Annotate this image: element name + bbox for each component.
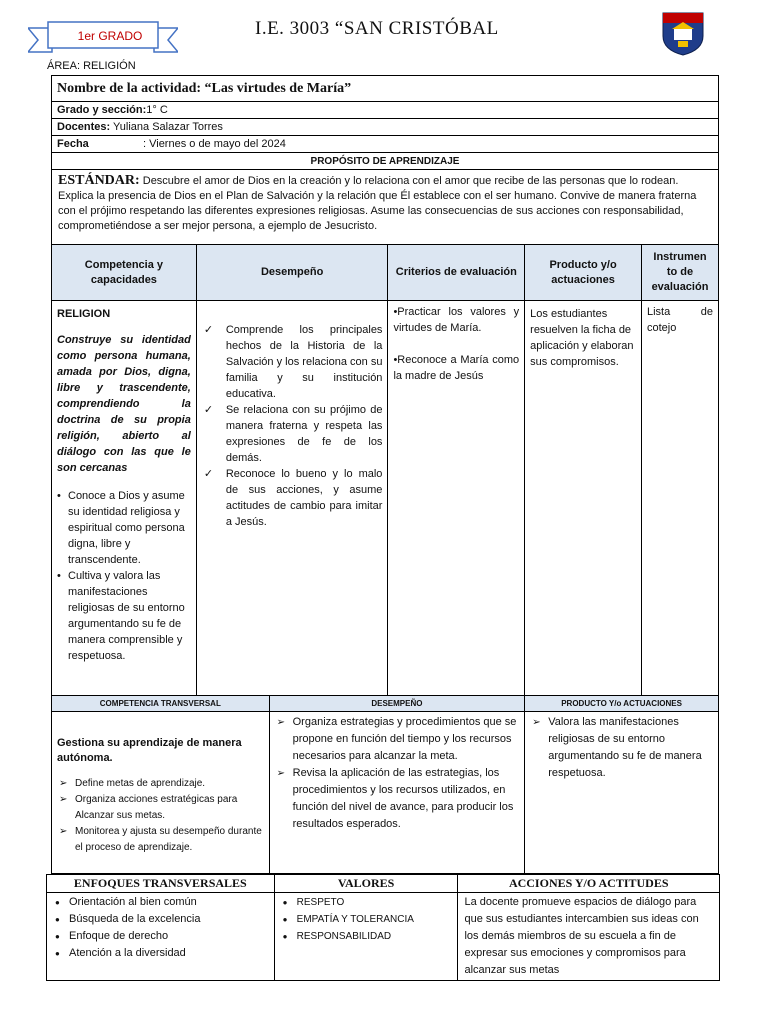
- criterio-item: •Practicar los valores y virtudes de María.: [393, 306, 520, 334]
- acciones-head: ACCIONES Y/O ACTITUDES: [458, 875, 720, 893]
- list-item: ➢ Organiza estrategias y procedimientos que se propone en función del tiempo y los recursos necesarios para alcanzar la meta.: [275, 714, 520, 765]
- date-label: Fecha: [57, 138, 89, 150]
- activity-name: Nombre de la actividad: “Las virtudes de María”: [52, 76, 719, 102]
- transversal-desempenos-list: [275, 714, 520, 833]
- col-producto: Producto y/o actuaciones: [525, 245, 642, 301]
- list-item: ✓ Reconoce lo bueno y lo malo de sus acciones, y asume actitudes de cambio para imitar a Jesús.: [202, 466, 383, 530]
- school-crest-icon: [660, 10, 706, 56]
- competencia-area: RELIGION: [57, 308, 111, 320]
- area-label: ÁREA: RELIGIÓN: [47, 60, 136, 72]
- list-item: ● RESPETO: [281, 894, 452, 911]
- list-item: ➢ Revisa la aplicación de las estrategias, los procedimientos y los recursos utilizados, en función del nivel de avance, para producir los resultados esperados.: [275, 765, 520, 833]
- instrumento-text: Lista de cotejo: [647, 306, 713, 334]
- acciones-cell: [458, 893, 720, 981]
- grade-section-row: [52, 102, 719, 119]
- list-item: ● Atención a la diversidad: [53, 945, 268, 962]
- list-item: ✓ Se relaciona con su prójimo de manera fraterna y respeta las expresiones de fe de los demás.: [202, 402, 383, 466]
- valores-cell: [274, 893, 458, 981]
- school-name: I.E. 3003 “SAN CRISTÓBAL: [255, 18, 499, 39]
- activity-table: [51, 75, 719, 697]
- transversal-producto-cell: [525, 712, 719, 874]
- teacher-row: [52, 119, 719, 136]
- list-item: ➢ Valora las manifestaciones religiosas de su entorno argumentando su fe de manera respetuosa.: [530, 714, 713, 782]
- col-desempeno: Desempeño: [196, 245, 388, 301]
- date-row: [52, 136, 719, 153]
- list-item: • Conoce a Dios y asume su identidad religiosa y espiritual como persona digna, libre y transcendente.: [57, 488, 191, 568]
- col-criterios: Criterios de evaluación: [388, 245, 525, 301]
- list-item: ➢ Monitorea y ajusta su desempeño durante el proceso de aprendizaje.: [57, 824, 264, 856]
- capacidades-list: [57, 488, 191, 664]
- grade-badge-label: 1er GRADO: [77, 29, 143, 43]
- transversal-desempeno-cell: [269, 712, 525, 874]
- desempenos-list: [202, 322, 383, 530]
- enfoques-list: [53, 894, 268, 962]
- instrumento-cell: [642, 301, 719, 697]
- transversal-productos-list: [530, 714, 713, 782]
- date-value: : Viernes o de mayo del 2024: [143, 138, 286, 150]
- standard-label: ESTÁNDAR:: [58, 173, 140, 188]
- list-item: ➢ Organiza acciones estratégicas para Alcanzar sus metas.: [57, 792, 264, 824]
- transversal-head-competencia: COMPETENCIA TRANSVERSAL: [52, 696, 270, 712]
- desempeno-cell: [196, 301, 388, 697]
- col-competencia: Competencia y capacidades: [52, 245, 197, 301]
- grade-value: 1° C: [146, 104, 168, 116]
- criterios-cell: [388, 301, 525, 697]
- grade-label: Grado y sección:: [57, 104, 147, 116]
- transversal-table: [51, 695, 719, 874]
- list-item: ● RESPONSABILIDAD: [281, 928, 452, 945]
- valores-head: VALORES: [274, 875, 458, 893]
- list-item: • Cultiva y valora las manifestaciones religiosas de su entorno argumentando su fe de manera comprensible y respetuosa.: [57, 568, 191, 664]
- producto-cell: [525, 301, 642, 697]
- grade-ribbon: [28, 18, 178, 58]
- transversal-head-desempeno: DESEMPEÑO: [269, 696, 525, 712]
- transversal-head-producto: PRODUCTO Y/o ACTUACIONES: [525, 696, 719, 712]
- list-item: ➢ Define metas de aprendizaje.: [57, 776, 264, 792]
- list-item: ✓ Comprende los principales hechos de la Historia de la Salvación y los relaciona con su familia y su institución educativa.: [202, 322, 383, 402]
- transversal-capacidades-list: [57, 776, 264, 856]
- teacher-label: Docentes:: [57, 121, 111, 133]
- competencia-cell: [52, 301, 197, 697]
- enfoques-cell: [47, 893, 275, 981]
- competencia-name: Construye su identidad como persona humana, amada por Dios, digna, libre y trascendente, comprendiendo la doctrina de su propia religión, abierto al diálogo con las que le son cercanas: [57, 334, 191, 474]
- criterio-item: •Reconoce a María como la madre de Jesús: [393, 354, 520, 382]
- enfoques-head: ENFOQUES TRANSVERSALES: [47, 875, 275, 893]
- valores-list: [281, 894, 452, 945]
- transversal-competencia: Gestiona su aprendizaje de manera autónoma.: [57, 737, 242, 764]
- teacher-value: Yuliana Salazar Torres: [110, 121, 223, 133]
- enfoques-table: [46, 874, 720, 981]
- list-item: ● Búsqueda de la excelencia: [53, 911, 268, 928]
- standard-text: Descubre el amor de Dios en la creación y lo relaciona con el amor que recibe de las personas que lo rodean. Explica la presencia de Dios en el Plan de Salvación y la relación que Él establece con el ser humano. Convive de manera fraterna con el prójimo respetando las diferentes expresiones religiosas. Asume las consecuencias de sus acciones con responsabilidad, comprometiéndose a ser mejor persona, a ejemplo de Jesucristo.: [58, 175, 697, 232]
- purpose-title: PROPÓSITO DE APRENDIZAJE: [52, 153, 719, 170]
- list-item: ● EMPATÍA Y TOLERANCIA: [281, 911, 452, 928]
- list-item: ● Enfoque de derecho: [53, 928, 268, 945]
- acciones-text: La docente promueve espacios de diálogo para que sus estudiantes intercambien sus ideas con los demás miembros de su escuela a fin de expresar sus emociones y compromisos para alcanzar sus metas: [464, 896, 699, 976]
- list-item: ● Orientación al bien común: [53, 894, 268, 911]
- producto-text: Los estudiantes resuelven la ficha de aplicación y elaboran sus compromisos.: [530, 308, 634, 368]
- col-instrumento: Instrumen to de evaluación: [642, 245, 719, 301]
- standard-cell: [52, 170, 719, 245]
- transversal-competencia-cell: [52, 712, 270, 874]
